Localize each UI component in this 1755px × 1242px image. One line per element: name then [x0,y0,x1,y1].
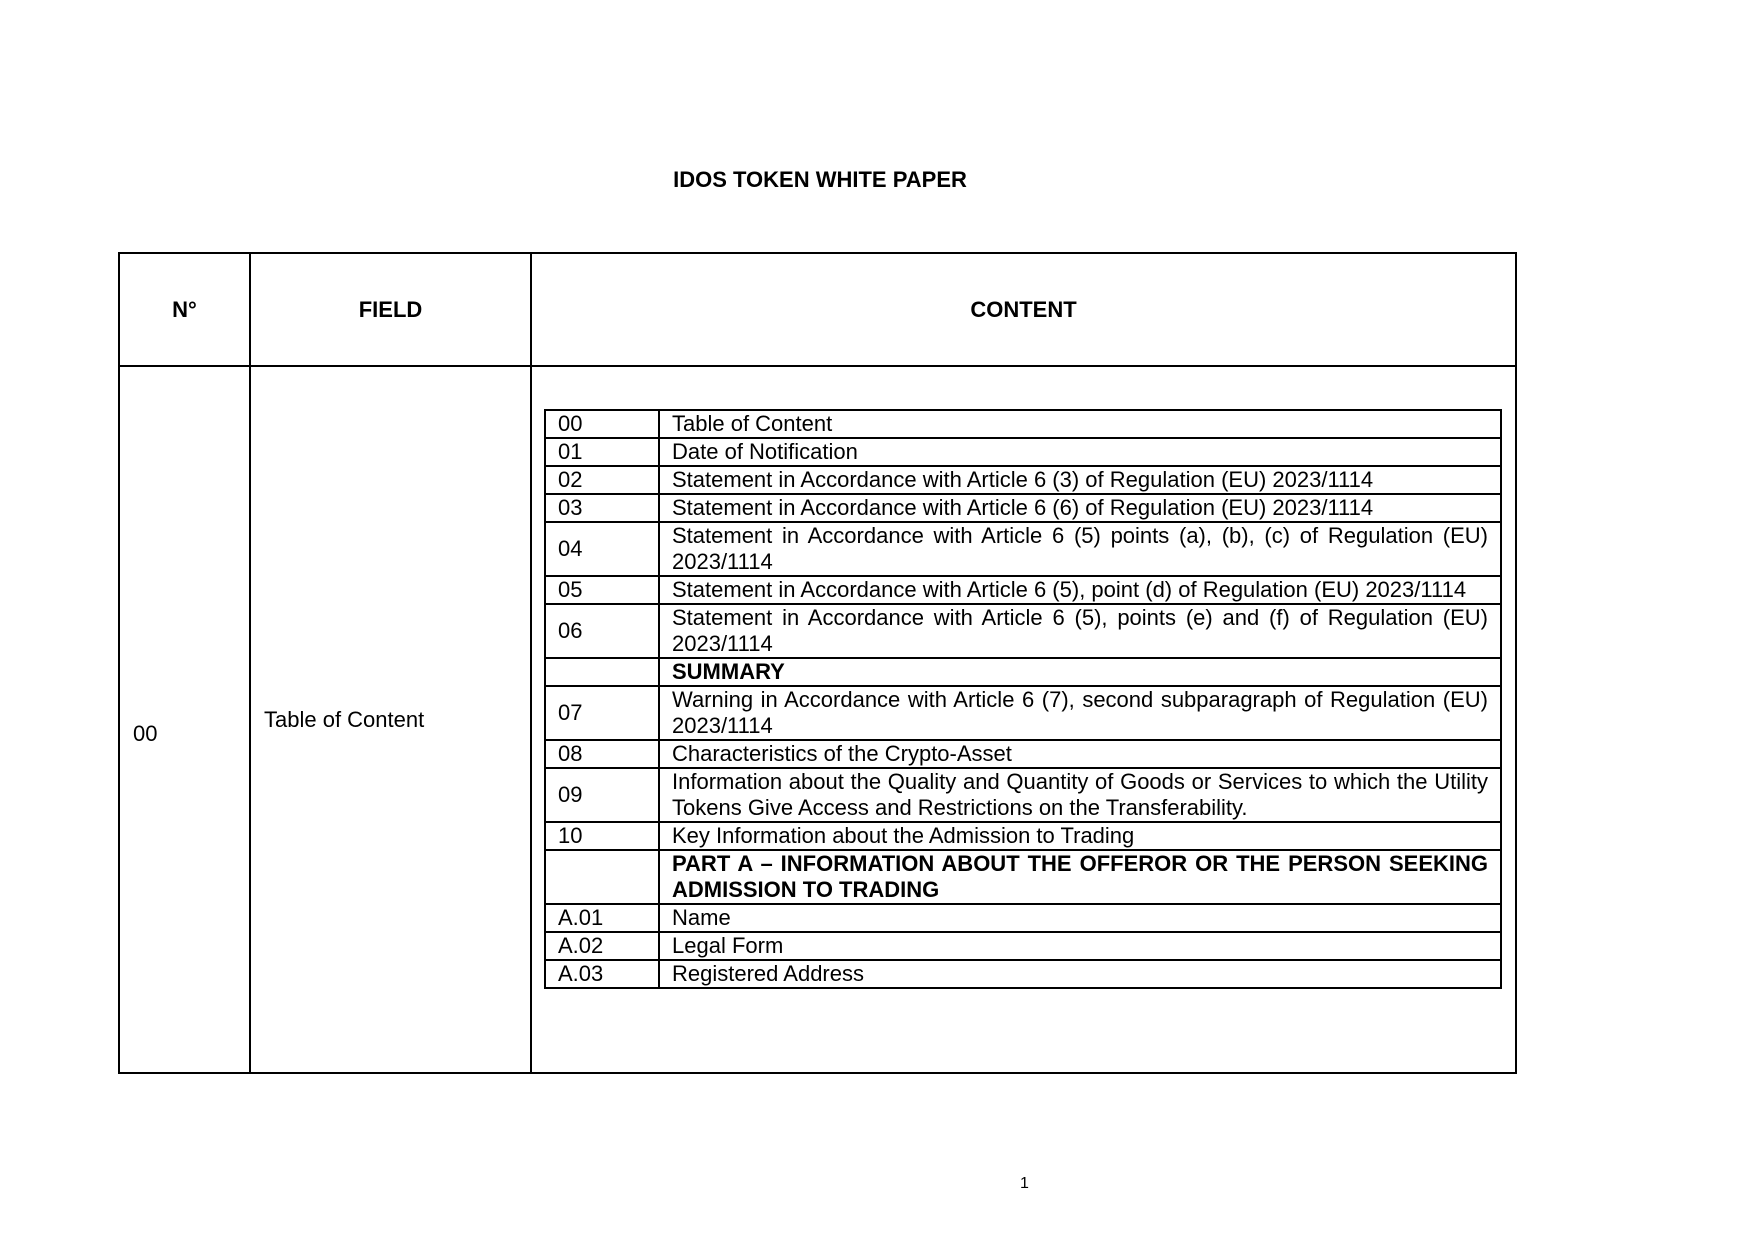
toc-number: 05 [545,576,659,604]
toc-row [545,850,1501,904]
toc-entry: Information about the Quality and Quantity of Goods or Services to which the Utility Tokens Give Access and Restrictions on the Transferability. [659,768,1501,822]
toc-entry: SUMMARY [659,658,1501,686]
toc-entry: Name [659,904,1501,932]
header-field: FIELD [250,253,531,366]
toc-row [545,410,1501,438]
toc-entry: Statement in Accordance with Article 6 (3) of Regulation (EU) 2023/1114 [659,466,1501,494]
toc-number: 03 [545,494,659,522]
toc-number: 08 [545,740,659,768]
row-content-cell [531,366,1516,1073]
toc-row [545,740,1501,768]
toc-entry: Statement in Accordance with Article 6 (5), point (d) of Regulation (EU) 2023/1114 [659,576,1501,604]
toc-row [545,438,1501,466]
toc-row [545,522,1501,576]
toc-number: 01 [545,438,659,466]
toc-number [545,850,659,904]
toc-row [545,932,1501,960]
toc-row [545,604,1501,658]
toc-number [545,658,659,686]
white-paper-table [118,252,1517,1074]
toc-table [544,409,1502,989]
toc-number: 07 [545,686,659,740]
row-field-cell [250,366,531,1073]
toc-entry: Legal Form [659,932,1501,960]
toc-row [545,576,1501,604]
toc-row [545,494,1501,522]
table-row [119,366,1516,1073]
toc-number: 04 [545,522,659,576]
row-number-cell [119,366,250,1073]
header-row [119,253,1516,366]
toc-row [545,960,1501,988]
toc-entry: Table of Content [659,410,1501,438]
toc-number: 06 [545,604,659,658]
toc-entry: Characteristics of the Crypto-Asset [659,740,1501,768]
toc-row [545,822,1501,850]
row-field: Table of Content [264,706,425,732]
toc-entry: Statement in Accordance with Article 6 (6) of Regulation (EU) 2023/1114 [659,494,1501,522]
toc-entry: Statement in Accordance with Article 6 (5) points (a), (b), (c) of Regulation (EU) 2023/1114 [659,522,1501,576]
header-number: N° [119,253,250,366]
toc-entry: PART A – INFORMATION ABOUT THE OFFEROR OR THE PERSON SEEKING ADMISSION TO TRADING [659,850,1501,904]
toc-entry: Statement in Accordance with Article 6 (5), points (e) and (f) of Regulation (EU) 2023/1114 [659,604,1501,658]
toc-row [545,466,1501,494]
toc-row [545,768,1501,822]
toc-row [545,904,1501,932]
toc-number: 02 [545,466,659,494]
toc-number: 10 [545,822,659,850]
toc-row [545,686,1501,740]
toc-entry: Key Information about the Admission to Trading [659,822,1501,850]
header-content: CONTENT [531,253,1516,366]
toc-number: 00 [545,410,659,438]
toc-number: A.03 [545,960,659,988]
toc-number: A.02 [545,932,659,960]
toc-entry: Registered Address [659,960,1501,988]
toc-row [545,658,1501,686]
toc-number: A.01 [545,904,659,932]
toc-entry: Warning in Accordance with Article 6 (7), second subparagraph of Regulation (EU) 2023/1114 [659,686,1501,740]
document-title: IDOS TOKEN WHITE PAPER [673,167,967,192]
page-number: 1 [1020,1175,1029,1192]
toc-number: 09 [545,768,659,822]
row-number: 00 [133,720,158,746]
toc-entry: Date of Notification [659,438,1501,466]
